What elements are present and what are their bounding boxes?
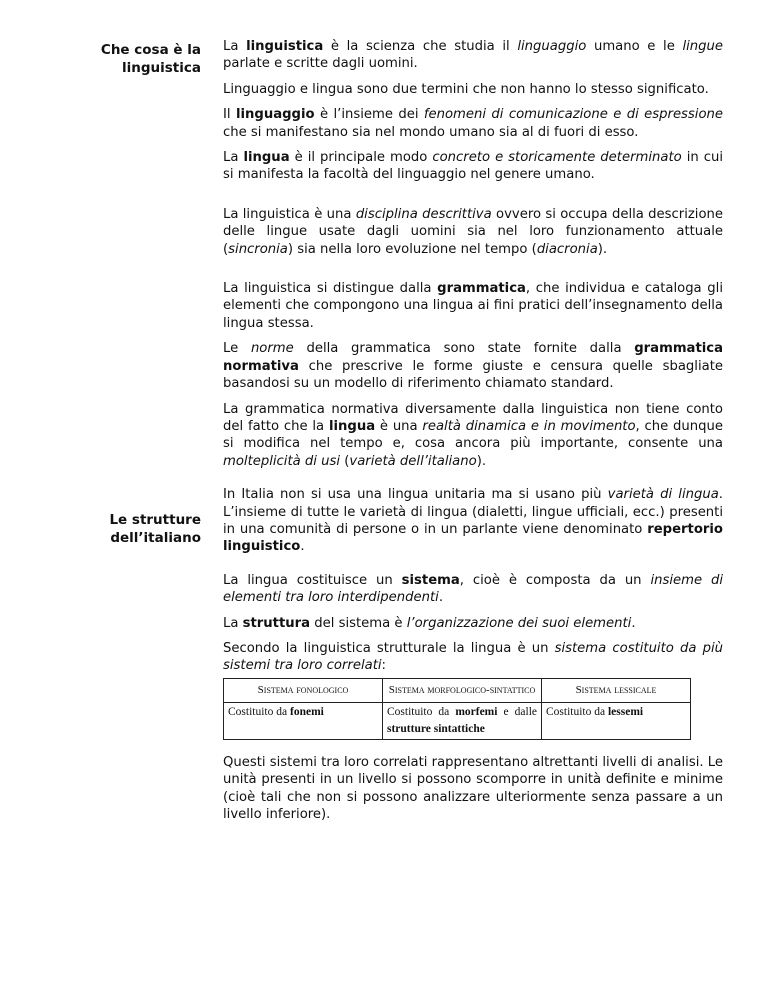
table-cell: Costituito da lessemi [542, 702, 691, 739]
section-heading-linguistica [78, 41, 201, 77]
table-header-cell: Sistema lessicale [542, 678, 691, 702]
table-header-row [224, 678, 691, 702]
table-cell: Costituito da fonemi [224, 702, 383, 739]
paragraph: In Italia non si usa una lingua unitaria ma si usano più varietà di lingua. L’insieme di tutte le varietà di lingua (dialetti, lingue ufficiali, ecc.) presenti in una comunità di persone o in un parlante viene denominato repertorio linguistico. [223, 487, 723, 555]
paragraph: La grammatica normativa diversamente dalla linguistica non tiene conto del fatto che la lingua è una realtà dinamica e in movimento, che dunque si modifica nel tempo e, cosa ancora più importante, consente una molteplicità di usi (varietà dell’italiano). [223, 401, 723, 469]
table-header-cell: Sistema morfologico-sintattico [383, 678, 542, 702]
paragraph: La linguistica è la scienza che studia il linguaggio umano e le lingue parlate e scritte dagli uomini. [223, 39, 723, 72]
paragraph: La linguistica è una disciplina descrittiva ovvero si occupa della descrizione delle lingue usate dagli uomini sia nel loro funzionamento attuale (sincronia) sia nella loro evoluzione nel tempo (diacronia). [223, 206, 724, 257]
paragraph: Linguaggio e lingua sono due termini che non hanno lo stesso significato. [223, 81, 709, 97]
paragraph: La lingua costituisce un sistema, cioè è composta da un insieme di elementi tra loro interdipendenti. [223, 572, 723, 606]
section-heading-line: dell’italiano [110, 530, 201, 546]
table-row [224, 702, 691, 739]
table-header-cell: Sistema fonologico [224, 678, 383, 702]
paragraph: Secondo la linguistica strutturale la lingua è un sistema costituito da più sistemi tra loro correlati: [223, 640, 724, 674]
section-heading-line: Le strutture [109, 512, 201, 528]
table-cell: Costituito da morfemi e dalle strutture sintattiche [383, 702, 542, 739]
paragraph: La lingua è il principale modo concreto e storicamente determinato in cui si manifesta la facoltà del linguaggio nel genere umano. [223, 150, 723, 183]
paragraph: Questi sistemi tra loro correlati rappresentano altrettanti livelli di analisi. Le unità presenti in un livello si possono scomporre in unità definite e minime (cioè tali che non si possono analizzare ulteriormente senza passare a un livello inferiore). [223, 754, 723, 822]
paragraph: La linguistica si distingue dalla grammatica, che individua e cataloga gli elementi che compongono una lingua ai fini pratici dell’insegnamento della lingua stessa. [223, 281, 723, 331]
paragraph: Il linguaggio è l’insieme dei fenomeni di comunicazione e di espressione che si manifestano sia nel mondo umano sia al di fuori di esso. [223, 107, 723, 140]
main-text [223, 38, 723, 831]
paragraph: La struttura del sistema è l’organizzazione dei suoi elementi. [223, 615, 636, 631]
section-heading-strutture [78, 511, 201, 547]
paragraph: Le norme della grammatica sono state fornite dalla grammatica normativa che prescrive le forme giuste e censura quelle sbagliate basandosi su un modello di riferimento chiamato standard. [223, 341, 723, 392]
systems-table [223, 678, 691, 740]
section-heading-line: Che cosa è la [100, 42, 201, 58]
section-heading-line: linguistica [122, 60, 201, 76]
